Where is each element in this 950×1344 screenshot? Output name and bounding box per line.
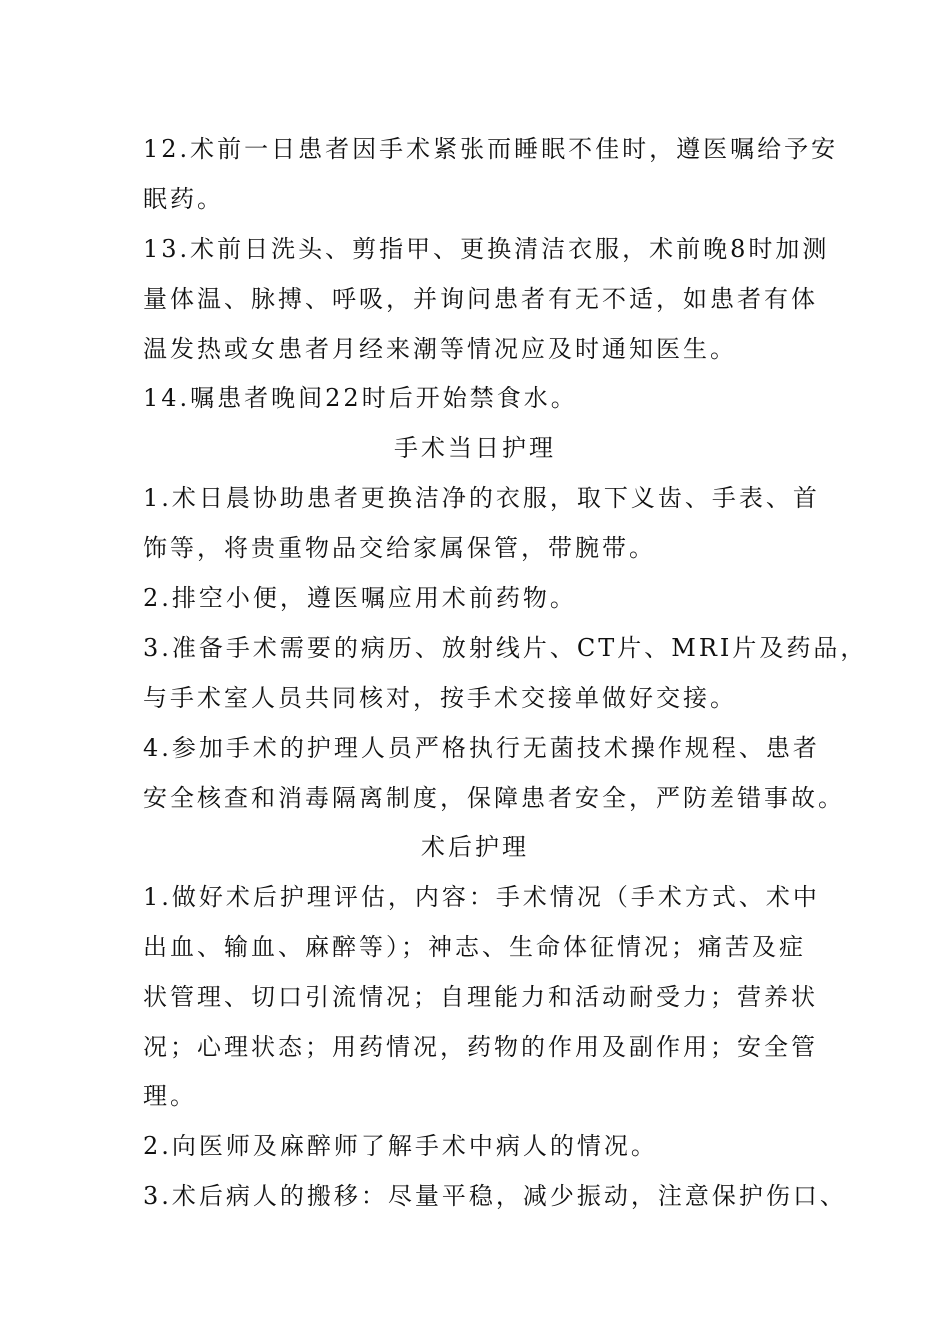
section-heading-surgery-day: 手术当日护理	[394, 434, 556, 462]
paragraph-line: 2.向医师及麻醉师了解手术中病人的情况。	[143, 1132, 658, 1160]
paragraph-line: 与手术室人员共同核对，按手术交接单做好交接。	[143, 684, 737, 712]
paragraph-line: 出血、输血、麻醉等）；神志、生命体征情况；痛苦及症	[143, 933, 806, 961]
paragraph-line: 眠药。	[143, 185, 224, 213]
paragraph-line: 4.参加手术的护理人员严格执行无菌技术操作规程、患者	[143, 734, 820, 762]
paragraph-line: 饰等，将贵重物品交给家属保管，带腕带。	[143, 534, 656, 562]
section-heading-postop: 术后护理	[421, 833, 529, 861]
paragraph-line: 14.嘱患者晚间22时后开始禁食水。	[143, 384, 578, 412]
paragraph-line: 安全核查和消毒隔离制度，保障患者安全，严防差错事故。	[143, 784, 845, 812]
paragraph-line: 12.术前一日患者因手术紧张而睡眠不佳时，遵医嘱给予安	[143, 135, 839, 163]
paragraph-line: 1.术日晨协助患者更换洁净的衣服，取下义齿、手表、首	[143, 484, 820, 512]
paragraph-line: 量体温、脉搏、呼吸，并询问患者有无不适，如患者有体	[143, 285, 818, 313]
paragraph-line: 2.排空小便，遵医嘱应用术前药物。	[143, 584, 577, 612]
paragraph-line: 理。	[143, 1082, 197, 1110]
paragraph-line: 3.术后病人的搬移：尽量平稳，减少振动，注意保护伤口、	[143, 1182, 847, 1210]
paragraph-line: 1.做好术后护理评估，内容：手术情况（手术方式、术中	[143, 883, 820, 911]
paragraph-line: 3.准备手术需要的病历、放射线片、CT片、MRI片及药品，	[143, 634, 868, 662]
paragraph-line: 状管理、切口引流情况；自理能力和活动耐受力；营养状	[143, 983, 818, 1011]
paragraph-line: 温发热或女患者月经来潮等情况应及时通知医生。	[143, 335, 737, 363]
paragraph-line: 13.术前日洗头、剪指甲、更换清洁衣服，术前晚8时加测	[143, 235, 830, 263]
paragraph-line: 况；心理状态；用药情况，药物的作用及副作用；安全管	[143, 1033, 818, 1061]
